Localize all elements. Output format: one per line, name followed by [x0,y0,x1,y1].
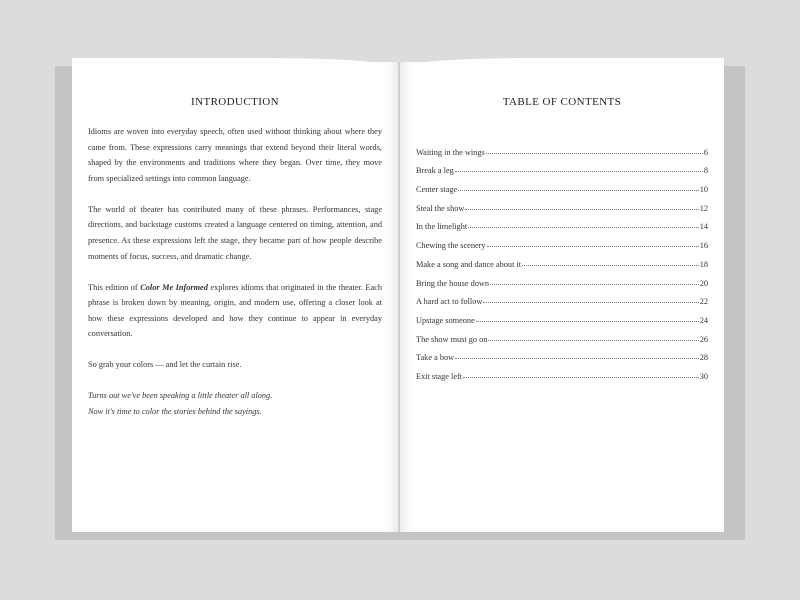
toc-entry-page: 8 [703,166,708,176]
toc-entry [416,194,708,213]
intro-paragraph-3 [88,280,382,342]
toc-entry-page: 26 [699,334,708,344]
toc-entry [416,269,708,288]
toc-entry [416,157,708,176]
book-title: Color Me Informed [140,282,208,292]
toc-dot-leader [476,321,699,322]
toc-dot-leader [487,246,699,247]
toc-dot-leader [455,171,703,172]
intro-paragraph-3-start: This edition of [88,282,141,292]
toc-entry-page: 30 [699,371,708,381]
toc-entry-title: Make a song and dance about it [416,259,522,269]
toc-entry [416,175,708,194]
toc-entry-title: Center stage [416,185,458,195]
intro-paragraph-3-end: explores idioms that originated in the theater. Each phrase is broken down by meaning, origin, and modern use, offering a closer look at how these expressions developed and how they continue to appear in everyday conversation. [88,282,382,339]
toc-dot-leader [490,284,699,285]
toc-entry-title: A hard act to follow [416,297,483,307]
toc-entry-title: Take a bow [416,353,455,363]
toc-entry-page: 18 [699,259,708,269]
toc-list [416,138,708,381]
intro-paragraph-1: Idioms are woven into everyday speech, often used without thinking about where they came from. These expressions carry meanings that extend beyond their literal words, shaped by the environments and traditions where they began. Over time, they move from specialized settings into common language. [88,127,382,183]
toc-dot-leader [468,227,699,228]
toc-entry [416,213,708,232]
toc-entry-page: 22 [699,297,708,307]
toc-entry [416,325,708,344]
toc-dot-leader [483,302,698,303]
toc-dot-leader [522,265,699,266]
toc-entry-title: Exit stage left [416,371,463,381]
toc-entry [416,231,708,250]
toc-dot-leader [486,153,703,154]
toc-entry-title: The show must go on [416,334,488,344]
toc-entry-page: 16 [699,241,708,251]
toc-entry-page: 6 [703,147,708,157]
toc-dot-leader [458,190,698,191]
toc-heading: TABLE OF CONTENTS [502,96,622,108]
toc-entry [416,362,708,381]
toc-entry-page: 12 [699,203,708,213]
toc-dot-leader [455,358,699,359]
intro-paragraph-4: So grab your colors — and let the curtain rise. [88,360,242,370]
toc-dot-leader [488,340,698,341]
toc-entry [416,306,708,325]
toc-entry-page: 24 [699,315,708,325]
toc-entry-page: 14 [699,222,708,232]
closing-line-2: Now it's time to color the stories behind the sayings. [88,406,262,416]
introduction-body [88,124,382,419]
toc-entry [416,288,708,307]
intro-paragraph-2: The world of theater has contributed many of these phrases. Performances, stage directions, and backstage customs created a language centered on timing, attention, and presence. As these expressions left the stage, they became part of how people describe moments of focus, success, and dramatic change. [88,204,382,261]
toc-dot-leader [463,377,699,378]
introduction-heading: INTRODUCTION [191,96,279,108]
toc-dot-leader [465,209,698,210]
toc-entry-title: Break a leg [416,166,454,176]
toc-entry-title: Bring the house down [416,278,490,288]
toc-entry-title: Waiting in the wings [416,147,485,157]
toc-entry-title: Upstage someone [416,315,475,325]
toc-entry-title: Chewing the scenery [416,241,486,251]
book-spine [398,62,400,532]
toc-entry-page: 10 [699,185,708,195]
toc-entry [416,138,708,157]
toc-entry-title: In the limelight [416,222,468,232]
toc-entry [416,344,708,363]
toc-entry-page: 20 [699,278,708,288]
closing-line-1: Turns out we've been speaking a little theater all along. [88,391,273,401]
toc-entry-title: Steal the show [416,203,465,213]
toc-entry [416,250,708,269]
toc-entry-page: 28 [699,353,708,363]
